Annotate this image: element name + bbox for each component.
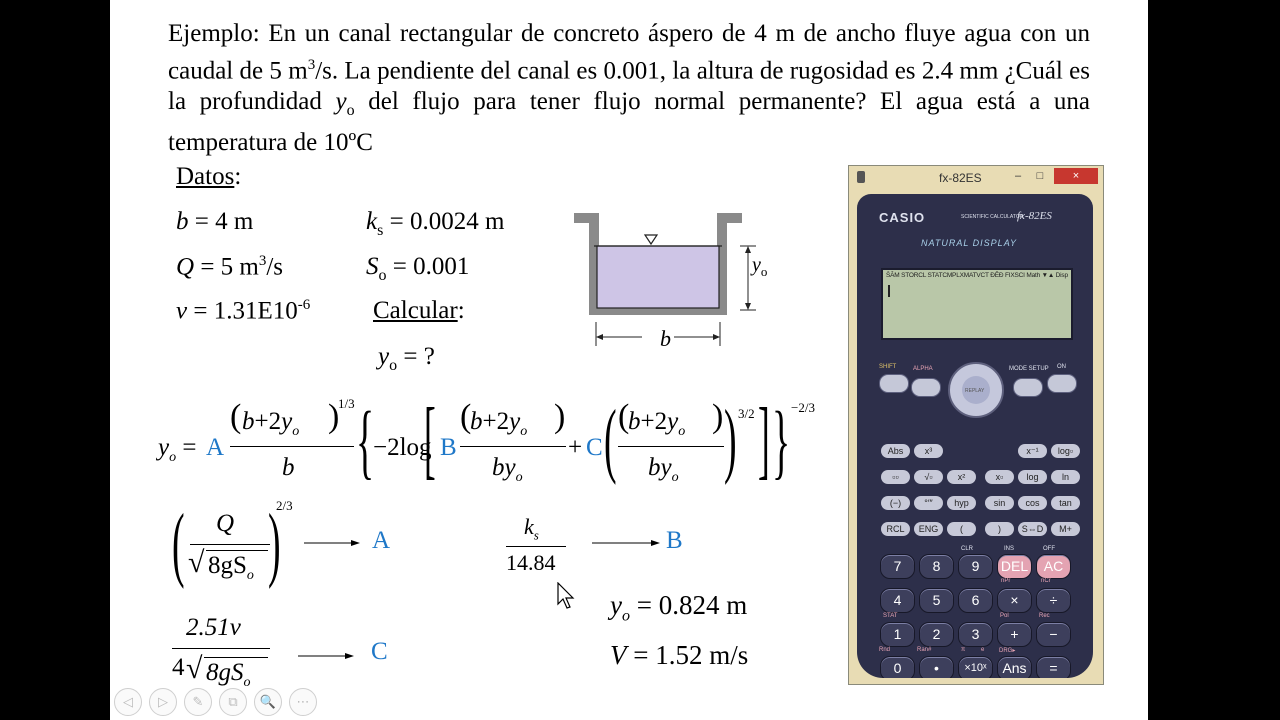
water-body [597,246,719,308]
number-key[interactable]: Ans [997,656,1032,678]
formula-C: C [586,434,603,461]
function-key[interactable]: S⇔D [1018,522,1047,536]
function-key[interactable]: x² [947,470,976,484]
key-secondary-label: DRG▸ [999,648,1016,654]
number-key[interactable]: 8 [919,554,954,579]
term-B-expression: $k_s$ 14.84 [502,512,572,582]
width-arrow-left [596,334,603,340]
pen-icon[interactable]: ✎ [184,688,212,716]
number-key[interactable]: − [1036,622,1071,647]
key-secondary-label: e [981,647,985,653]
key-secondary-label: Rec [1039,613,1050,619]
number-key[interactable]: 9 [958,554,993,579]
width-arrow-right [713,334,720,340]
key-secondary-label: nCr [1041,578,1051,584]
number-key[interactable]: 2 [919,622,954,647]
calculator-screen [881,268,1073,340]
natural-display-label: NATURAL DISPLAY [921,238,1018,248]
number-key[interactable]: ×10ˣ [958,656,993,678]
number-key[interactable]: 4 [880,588,915,613]
key-secondary-label: π [961,647,966,653]
number-key[interactable]: 6 [958,588,993,613]
function-key[interactable]: x⁻¹ [1018,444,1047,458]
depth-label: $y_o$ [752,254,768,279]
function-key[interactable]: RCL [881,522,910,536]
function-key[interactable]: cos [1018,496,1047,510]
more-options-icon[interactable]: ⋯ [289,688,317,716]
depth-arrow-bottom [745,303,751,310]
mode-key[interactable] [1013,378,1043,397]
datum-Q: Q = 5 $m^3/s$ [176,253,284,281]
key-secondary-label: Ran# [917,647,932,653]
calculator-window[interactable] [848,165,1104,685]
function-key[interactable]: log [1018,470,1047,484]
function-key[interactable]: ln [1051,470,1080,484]
unknown-yo: $y_o$ = ? [378,343,435,374]
key-secondary-label: STAT [883,613,898,619]
main-formula: $y_o$ = A ( $b+2y_o$ ) 1/3 b { −2log [ B ( $b+2y_o$ ) $by_o$ + C ( ( $b+2y_o$ ) $by_o$ ) 3/2 ] } −2/3 [158,396,808,506]
term-A-label: A [372,527,391,554]
calculator-window-title: fx-82ES [939,171,982,185]
calculator-subtitle: SCIENTIFIC CALCULATOR [961,214,1024,220]
problem-statement: Ejemplo: En un canal rectangular de concreto áspero de 4 m de ancho fluye agua con un caudal de 5 $m^3/s$. La pendiente del canal es 0.001, la altura de rugosidad es 2.4 mm ¿Cuál es la profundidad $y_o$ del flujo para tener flujo normal permanente? El agua está a una temperatura de 10ºC [168,20,1091,156]
on-key[interactable] [1047,374,1077,393]
datum-ks: $k_s = 0.0024$ m [366,208,505,239]
replay-navpad[interactable]: REPLAY [948,362,1004,418]
term-B-label: B [666,527,683,554]
calculator-titlebar[interactable] [849,166,1103,190]
right-brace: } [772,395,791,488]
width-label: b [660,326,671,351]
function-key[interactable]: x▫ [985,470,1014,484]
function-key[interactable]: tan [1051,496,1080,510]
right-bracket: ] [758,391,770,488]
mouse-cursor-icon [557,582,577,612]
number-key[interactable]: 0 [880,656,915,678]
left-brace: { [356,395,375,488]
key-secondary-label: CLR [961,546,974,552]
key-secondary-label: Pol [1000,613,1009,619]
function-key[interactable]: °′″ [914,496,943,510]
number-key[interactable]: × [997,588,1032,613]
close-button[interactable]: × [1054,168,1098,184]
screen-cursor [888,285,890,297]
key-secondary-label: INS [1004,546,1015,552]
formula-A: A [206,434,225,461]
function-key[interactable]: log▫ [1051,444,1080,458]
number-key[interactable]: = [1036,656,1071,678]
function-key[interactable]: √▫ [914,470,943,484]
depth-arrow-top [745,246,751,253]
slides-icon[interactable]: ⧉ [219,688,247,716]
arrow-A [304,536,360,550]
result-yo: $y_o = 0.824$ m [610,590,748,625]
function-key[interactable]: (−) [881,496,910,510]
next-slide-icon[interactable]: ▷ [149,688,177,716]
calculator-model: fx-82ES [1017,210,1052,222]
datum-b: b = 4 m [176,208,254,235]
number-key[interactable]: 1 [880,622,915,647]
screen-indicators: S̄ĀM STORCL STATCMPLXMATVCT ĐĒĐ FIXSCI Math ▼▲ Disp [886,272,1068,279]
formula-B: B [440,434,457,461]
number-key[interactable]: 7 [880,554,915,579]
calculator-body: CASIO SCIENTIFIC CALCULATOR fx-82ES NATURAL DISPLAY S̄ĀM STORCL STATCMPLXMATVCT ĐĒĐ FIXSCI Math ▼▲ Disp SHIFT ALPHA MODE SETUP ON REPLAY Abs x³ x⁻¹ log▫ ▫▫ √▫ x² x▫ log ln (−) °′″ hyp sin cos tan RCL ENG ( ) S⇔D M+ 7 8 9 DEL AC 4 5 6 × ÷ 1 2 3 + − 0 • ×10ˣ Ans = CLR INS OFF nPr nCr STAT Pol Rec Rnd Ran# π e DRG▸ [857,194,1093,678]
calculator-app-icon [857,171,865,183]
slide [110,0,1148,720]
datum-So: $S_o = 0.001$ [366,253,470,284]
term-C-expression: 2.51ν 4 √ $8gS_o$ [170,614,280,696]
shift-key[interactable] [879,374,909,393]
key-secondary-label: Rnd [879,647,891,653]
number-key[interactable]: + [997,622,1032,647]
number-key[interactable]: • [919,656,954,678]
alpha-key[interactable] [911,378,941,397]
function-key[interactable]: ▫▫ [881,470,910,484]
calcular-heading: Calcular: [373,297,465,324]
number-key[interactable]: 3 [958,622,993,647]
function-key[interactable]: ) [985,522,1014,536]
function-key[interactable]: hyp [947,496,976,510]
number-key[interactable]: DEL [997,554,1032,579]
arrow-C [298,649,354,663]
minimize-button[interactable]: – [1014,170,1022,182]
function-key[interactable]: ENG [914,522,943,536]
datum-nu: $\nu = 1.31E10^{-6}$ [176,297,311,325]
number-key[interactable]: AC [1036,554,1071,579]
number-key[interactable]: 5 [919,588,954,613]
result-V: V = 1.52 m/s [610,640,749,670]
function-key[interactable]: Abs [881,444,910,458]
arrow-B [592,536,660,550]
left-bracket: [ [424,391,436,488]
water-level-symbol [645,235,657,244]
channel-diagram [570,210,790,355]
datos-heading: Datos: [176,163,242,190]
term-C-label: C [371,638,388,665]
calculator-brand: CASIO [879,210,926,225]
term-A-expression: ( Q √ $8gS_o$ ) 2/3 [172,497,293,590]
function-key[interactable]: M+ [1051,522,1080,536]
function-key[interactable]: ( [947,522,976,536]
function-key[interactable]: sin [985,496,1014,510]
zoom-icon[interactable]: 🔍 [254,688,282,716]
function-key[interactable]: x³ [914,444,943,458]
previous-slide-icon[interactable]: ◁ [114,688,142,716]
maximize-button[interactable]: □ [1036,170,1044,182]
number-key[interactable]: ÷ [1036,588,1071,613]
key-secondary-label: nPr [1001,578,1011,584]
key-secondary-label: OFF [1043,546,1055,552]
